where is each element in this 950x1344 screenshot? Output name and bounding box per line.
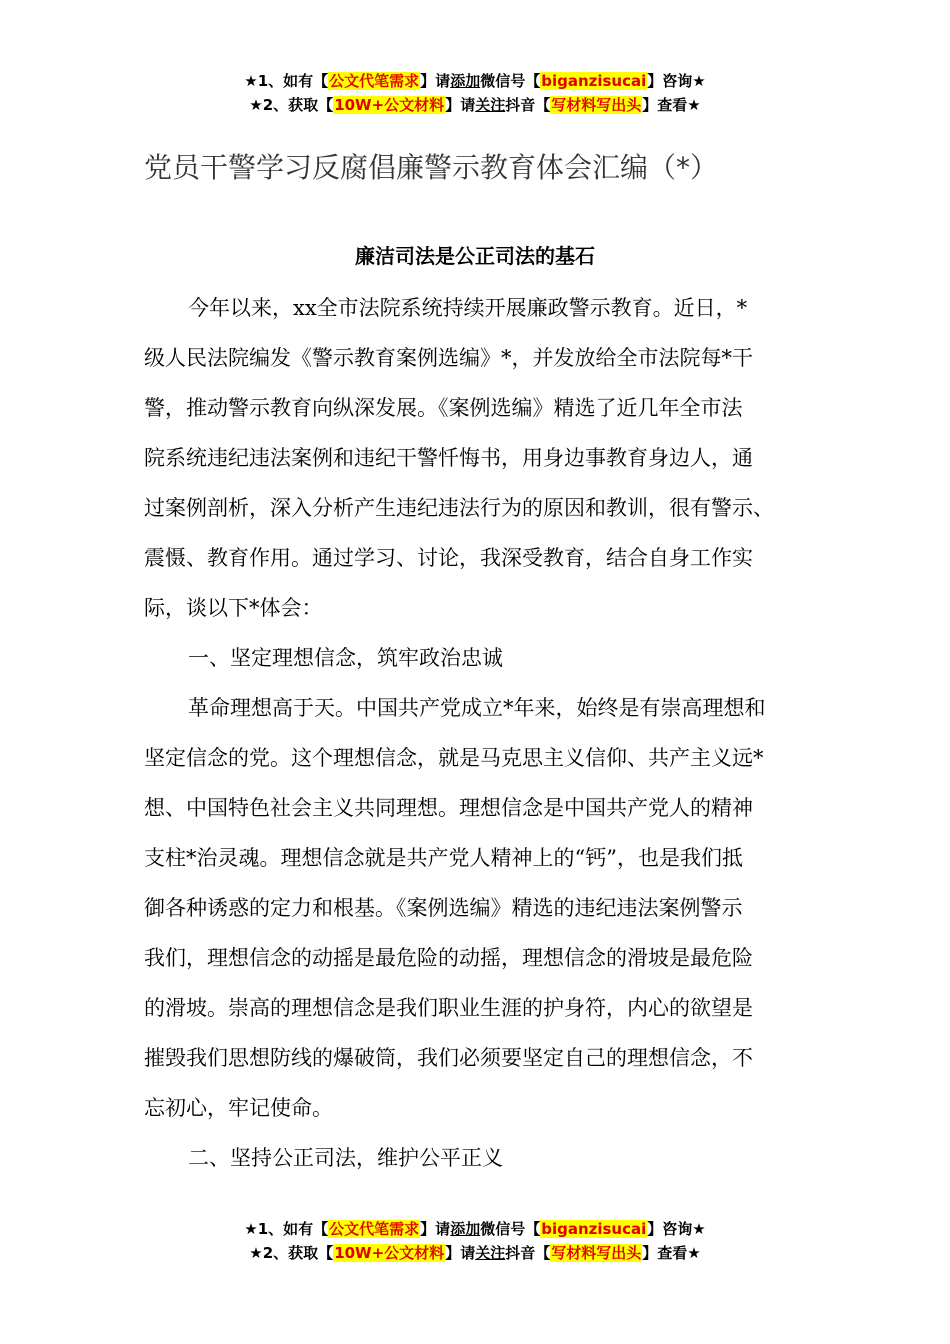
promo-banner-bottom [0, 1217, 950, 1265]
text-line: 过案例剖析，深入分析产生违纪违法行为的原因和教训，很有警示、 [144, 496, 774, 520]
text-line: 级人民法院编发《警示教育案例选编》*，并发放给全市法院每*干 [144, 346, 753, 370]
text-line: 的滑坡。崇高的理想信念是我们职业生涯的护身符，内心的欲望是 [144, 996, 753, 1020]
promo-text: 微信号【 [480, 1220, 541, 1238]
promo-text: ★2、获取【 [249, 1244, 334, 1262]
promo-line-2 [0, 93, 950, 117]
text-line: 际，谈以下*体会： [144, 596, 323, 620]
text-line: 二、坚持公正司法，维护公平正义 [188, 1146, 503, 1170]
promo-emphasis: 添加 [450, 72, 481, 90]
promo-text: 】请 [445, 96, 476, 114]
promo-highlight: 10W+公文材料 [334, 1244, 445, 1262]
promo-text: 】查看★ [642, 1244, 701, 1262]
document-title: 党员干警学习反腐倡廉警示教育体会汇编（*） [144, 151, 719, 184]
promo-text: ★1、如有【 [244, 1220, 329, 1238]
promo-text: 】请 [420, 72, 451, 90]
promo-text: 抖音【 [505, 1244, 551, 1262]
promo-line-1 [0, 1217, 950, 1241]
promo-highlight: biganzisucai [541, 72, 647, 90]
document-body [144, 289, 812, 1189]
text-line: 御各种诱惑的定力和根基。《案例选编》精选的违纪违法案例警示 [144, 896, 743, 920]
promo-text: 】咨询★ [647, 1220, 706, 1238]
text-line: 院系统违纪违法案例和违纪干警忏悔书，用身边事教育身边人，通 [144, 446, 753, 470]
text-line: 革命理想高于天。中国共产党成立*年来，始终是有崇高理想和 [188, 696, 766, 720]
promo-line-1 [0, 69, 950, 93]
article-title: 廉洁司法是公正司法的基石 [355, 244, 595, 268]
text-line: 警，推动警示教育向纵深发展。《案例选编》精选了近几年全市法 [144, 396, 743, 420]
text-line: 一、坚定理想信念，筑牢政治忠诚 [188, 646, 503, 670]
promo-text: ★1、如有【 [244, 72, 329, 90]
promo-banner-top [0, 69, 950, 117]
promo-emphasis: 添加 [450, 1220, 481, 1238]
text-line: 我们，理想信念的动摇是最危险的动摇，理想信念的滑坡是最危险 [144, 946, 753, 970]
promo-highlight: 公文代笔需求 [329, 1220, 420, 1238]
promo-highlight: 写材料写出头 [551, 96, 642, 114]
promo-text: 抖音【 [505, 96, 551, 114]
text-line: 今年以来，xx全市法院系统持续开展廉政警示教育。近日，* [188, 296, 748, 320]
promo-text: 】请 [420, 1220, 451, 1238]
promo-text: 】咨询★ [647, 72, 706, 90]
promo-text: 】请 [445, 1244, 476, 1262]
text-line: 支柱*治灵魂。理想信念就是共产党人精神上的“钙”，也是我们抵 [144, 846, 743, 870]
text-line: 坚定信念的党。这个理想信念，就是马克思主义信仰、共产主义远* [144, 746, 764, 770]
promo-highlight: biganzisucai [541, 1220, 647, 1238]
text-line: 忘初心，牢记使命。 [144, 1096, 333, 1120]
promo-highlight: 写材料写出头 [551, 1244, 642, 1262]
promo-highlight: 10W+公文材料 [334, 96, 445, 114]
promo-text: ★2、获取【 [249, 96, 334, 114]
text-line: 想、中国特色社会主义共同理想。理想信念是中国共产党人的精神 [144, 796, 753, 820]
text-line: 震慑、教育作用。通过学习、讨论，我深受教育，结合自身工作实 [144, 546, 753, 570]
promo-text: 】查看★ [642, 96, 701, 114]
text-line: 摧毁我们思想防线的爆破筒，我们必须要坚定自己的理想信念，不 [144, 1046, 753, 1070]
promo-emphasis: 关注 [475, 1244, 506, 1262]
promo-line-2 [0, 1241, 950, 1265]
promo-emphasis: 关注 [475, 96, 506, 114]
promo-text: 微信号【 [480, 72, 541, 90]
promo-highlight: 公文代笔需求 [329, 72, 420, 90]
